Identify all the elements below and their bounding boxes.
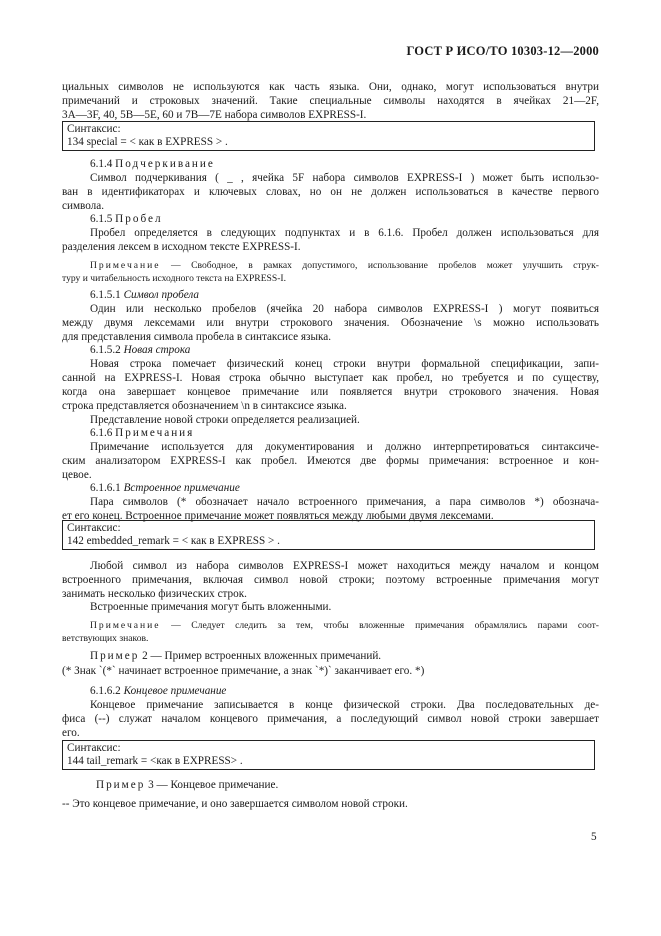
example-code: (* Знак `(*` начинает встроенное примечание, а знак `*)` заканчивает его. *) — [62, 665, 425, 677]
syntax-box — [62, 520, 595, 550]
section-heading — [62, 427, 599, 440]
paragraph-line: между двумя лексемами или внутри строкового значения. Обозначение \s можно использовать — [62, 317, 599, 329]
section-number: 6.1.5.2 — [90, 344, 121, 356]
paragraph-line: Примечание используется для документирования и должно интерпретироваться синтаксиче- — [90, 441, 599, 453]
note-line — [62, 619, 599, 632]
section-heading — [62, 344, 599, 357]
paragraph-line: Любой символ из набора символов EXPRESS-I может находиться между началом и концом — [90, 560, 599, 572]
section-number: 6.1.5.1 — [90, 289, 121, 301]
example-code: -- Это концевое примечание, и оно завершается символом новой строки. — [62, 798, 408, 810]
paragraph-line: Один или несколько пробелов (ячейка 20 набора символов EXPRESS-I ) могут появиться — [90, 303, 599, 315]
paragraph-line: ван в идентификаторах и ключевых словах, но он не должен использоваться в качестве первого — [62, 186, 599, 198]
paragraph-line: разделения лексем в исходном тексте EXPRESS-I. — [62, 241, 301, 253]
syntax-label: Синтаксис: — [67, 742, 121, 754]
section-heading — [62, 213, 599, 226]
paragraph-line: Символ подчеркивания ( _ , ячейка 5F набора символов EXPRESS-I ) может быть использо- — [90, 172, 599, 184]
paragraph-line: Пара символов (* обозначает начало встроенного примечания, а пара символов *) обознача- — [90, 496, 599, 508]
note-text: — Свободное, в рамках допустимого, использование пробелов может улучшить струк- — [171, 260, 599, 271]
section-number: 6.1.6.2 — [90, 685, 121, 697]
paragraph-line: Концевое примечание записывается в конце физической строки. Два последовательных де- — [90, 699, 599, 711]
section-title: Встроенное примечание — [123, 482, 240, 494]
paragraph-line: символа. — [62, 200, 105, 212]
paragraph-line: цевое. — [62, 469, 92, 481]
paragraph-line: санной на EXPRESS-I. Новая строка обычно выступает как пробел, но требуется и по существу, — [62, 372, 599, 384]
paragraph-line: ет его конец. Встроенное примечание может появляться между любыми двумя лексемами. — [62, 510, 494, 522]
paragraph-line: строка представляется обозначением \n в синтаксисе языка. — [62, 400, 347, 412]
paragraph-line: фиса (--) служат началом концевого примечания, а последующий символ новой строки завершает — [62, 713, 599, 725]
section-heading — [62, 289, 599, 302]
section-number: 6.1.6 — [90, 427, 113, 439]
example-line — [62, 650, 599, 663]
note-label: Примечание — [90, 260, 161, 271]
example-text: 2 — Пример встроенных вложенных примечаний. — [142, 650, 382, 662]
syntax-label: Синтаксис: — [67, 522, 121, 534]
example-label: Пример — [90, 650, 140, 662]
paragraph-line: для представления символа пробела в синтаксисе языка. — [62, 331, 332, 343]
section-title: Примечания — [115, 427, 195, 439]
paragraph-line: его. — [62, 727, 80, 739]
syntax-box — [62, 121, 595, 151]
paragraph-line: Новая строка помечает физический конец строки внутри формальной спецификации, запи- — [90, 358, 599, 370]
example-label: Пример — [96, 779, 146, 791]
section-title: Символ пробела — [123, 289, 200, 301]
section-number: 6.1.6.1 — [90, 482, 121, 494]
paragraph-line: Встроенные примечания могут быть вложенными. — [90, 601, 332, 613]
section-number: 6.1.5 — [90, 213, 113, 225]
section-heading — [62, 158, 599, 171]
page-header: ГОСТ Р ИСО/ТО 10303-12—2000 — [406, 44, 599, 58]
note-line: туру и читабельность исходного текста на EXPRESS-I. — [62, 273, 287, 284]
paragraph-line: Представление новой строки определяется реализацией. — [90, 414, 360, 426]
paragraph-line: занимать несколько физических строк. — [62, 588, 247, 600]
note-line: ветствующих знаков. — [62, 633, 149, 644]
page-number: 5 — [591, 831, 597, 843]
paragraph-line: ским анализатором EXPRESS-I как пробел. Имеются две формы примечания: встроенное и кон- — [62, 455, 599, 467]
syntax-label: Синтаксис: — [67, 123, 121, 135]
section-title: Пробел — [115, 213, 163, 225]
intro-line: 3A—3F, 40, 5B—5E, 60 и 7B—7E набора символов EXPRESS-I. — [62, 109, 367, 121]
syntax-box — [62, 740, 595, 770]
intro-line: примечаний и строковых значений. Такие специальные символы находятся в ячейках 21—2F, — [62, 95, 599, 107]
intro-line: циальных символов не используются как часть языка. Они, однако, могут использоваться внутри — [62, 81, 599, 93]
section-heading — [62, 482, 599, 495]
section-title: Концевое примечание — [123, 685, 227, 697]
note-text: — Следует следить за тем, чтобы вложенные примечания обрамлялись парами соот- — [171, 620, 599, 631]
note-line — [62, 259, 599, 272]
syntax-rule: 142 embedded_remark = < как в EXPRESS > . — [67, 535, 280, 547]
section-heading — [62, 685, 599, 698]
section-title: Новая строка — [123, 344, 191, 356]
example-text: 3 — Концевое примечание. — [148, 779, 279, 791]
note-label: Примечание — [90, 620, 161, 631]
syntax-rule: 144 tail_remark = <как в EXPRESS> . — [67, 755, 243, 767]
paragraph-line: Пробел определяется в следующих подпунктах и в 6.1.6. Пробел должен использоваться для — [90, 227, 599, 239]
paragraph-line: встроенного примечания, включая символ новой строки; поэтому встроенные примечания могут — [62, 574, 599, 586]
example-line — [62, 779, 599, 792]
section-title: Подчеркивание — [115, 158, 215, 170]
section-number: 6.1.4 — [90, 158, 113, 170]
syntax-rule: 134 special = < как в EXPRESS > . — [67, 136, 228, 148]
paragraph-line: когда она завершает концевое примечание или появляется внутри строкового значения. Новая — [62, 386, 599, 398]
